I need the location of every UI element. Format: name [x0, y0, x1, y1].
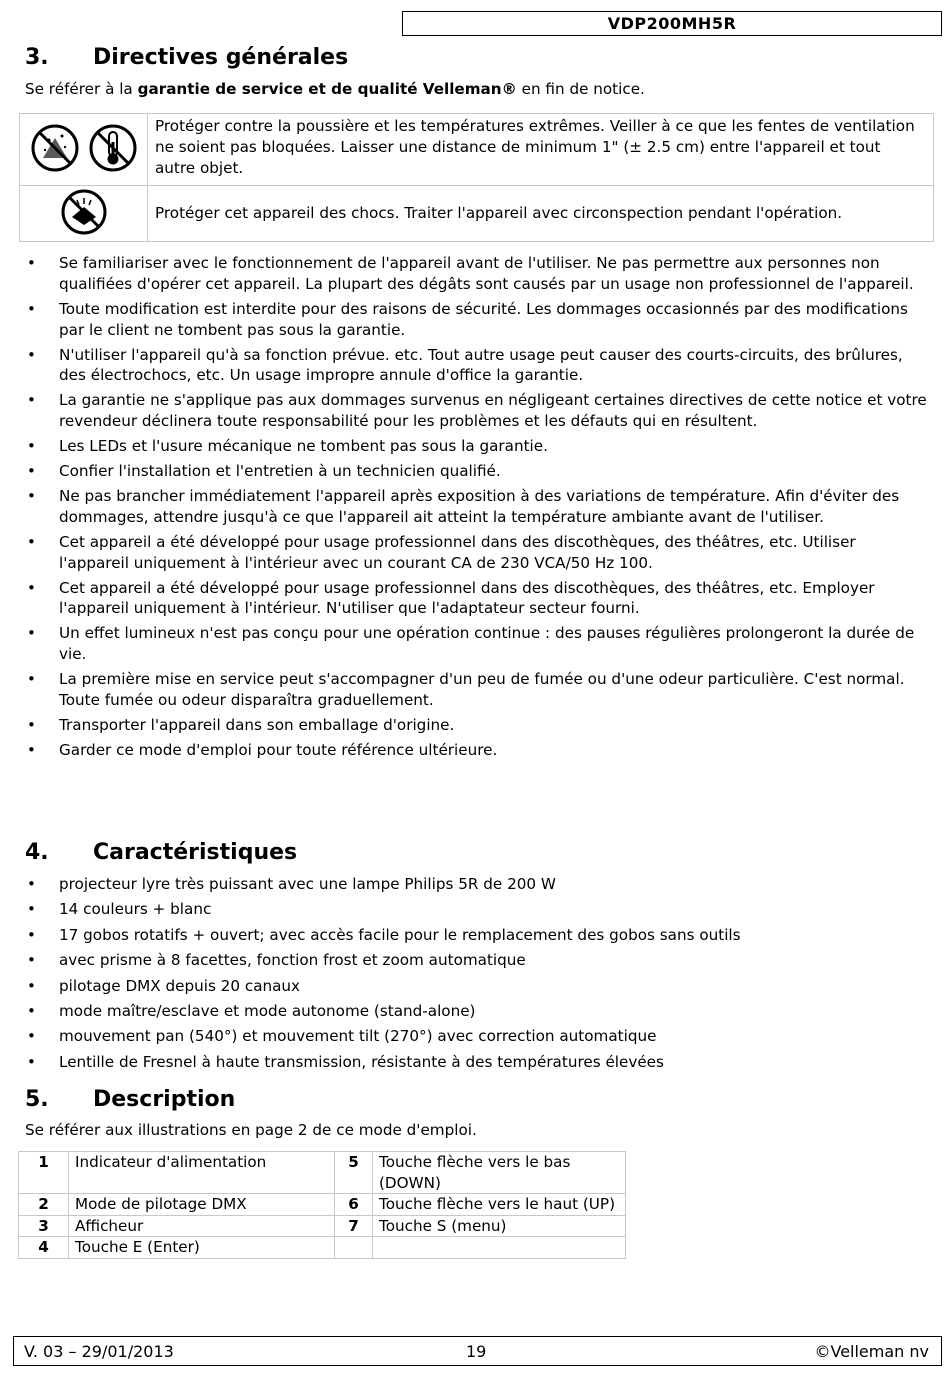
warning-row — [20, 114, 934, 186]
footer-version: V. 03 – 29/01/2013 — [24, 1342, 174, 1361]
item-number: 3 — [19, 1215, 69, 1237]
item-number: 1 — [19, 1152, 69, 1194]
list-item: • Garder ce mode d'emploi pour toute référence ultérieure. — [25, 740, 930, 761]
warning-text: Protéger contre la poussière et les températures extrêmes. Veiller à ce que les fentes de ventilation ne soient pas bloquées. Laisser une distance de minimum 1" (± 2.5 cm) entre l'appareil et tout autre objet. — [148, 114, 934, 186]
item-number: 6 — [335, 1194, 373, 1216]
list-item: • N'utiliser l'appareil qu'à sa fonction prévue. etc. Tout autre usage peut causer des courts-circuits, des brûlures, des électrochocs, etc. Un usage impropre annule d'office la garantie. — [25, 345, 930, 387]
item-label: Touche E (Enter) — [69, 1237, 335, 1259]
warning-text: Protéger cet appareil des chocs. Traiter l'appareil avec circonspection pendant l'opération. — [148, 186, 934, 242]
item-label: Touche flèche vers le bas (DOWN) — [373, 1152, 626, 1194]
section-3-intro — [25, 79, 645, 100]
section-3-heading — [25, 45, 348, 70]
warning-row — [20, 186, 934, 242]
section-number: 3. — [25, 45, 49, 70]
section-number: 5. — [25, 1087, 49, 1112]
list-item: • Les LEDs et l'usure mécanique ne tombent pas sous la garantie. — [25, 436, 930, 457]
list-item: • 17 gobos rotatifs + ouvert; avec accès facile pour le remplacement des gobos sans outils — [25, 925, 930, 946]
table-row — [19, 1237, 626, 1259]
section-4-heading — [25, 840, 297, 865]
description-table — [18, 1151, 626, 1259]
list-item: • Toute modification est interdite pour des raisons de sécurité. Les dommages occasionnés par des modifications par le client ne tombent pas sous la garantie. — [25, 299, 930, 341]
list-item: • La garantie ne s'applique pas aux dommages survenus en négligeant certaines directives de cette notice et votre revendeur déclinera toute responsabilité pour les problèmes et les défauts qui en résultent. — [25, 390, 930, 432]
section-5-intro: Se référer aux illustrations en page 2 de ce mode d'emploi. — [25, 1121, 477, 1139]
section-title: Description — [93, 1087, 236, 1112]
list-item: • Lentille de Fresnel à haute transmission, résistante à des températures élevées — [25, 1052, 930, 1073]
page-number: 19 — [466, 1342, 487, 1361]
item-number: 5 — [335, 1152, 373, 1194]
item-label: Mode de pilotage DMX — [69, 1194, 335, 1216]
item-number: 4 — [19, 1237, 69, 1259]
document-model-header: VDP200MH5R — [402, 11, 942, 36]
list-item: • pilotage DMX depuis 20 canaux — [25, 976, 930, 997]
list-item: • Confier l'installation et l'entretien à un technicien qualifié. — [25, 461, 930, 482]
item-label — [373, 1237, 626, 1259]
item-number: 2 — [19, 1194, 69, 1216]
list-item: • 14 couleurs + blanc — [25, 899, 930, 920]
list-item: • Cet appareil a été développé pour usage professionnel dans des discothèques, des théâtres, etc. Employer l'appareil uniquement à l'intérieur. N'utiliser que l'adaptateur secteur fourni. — [25, 578, 930, 620]
item-number: 7 — [335, 1215, 373, 1237]
item-label: Afficheur — [69, 1215, 335, 1237]
list-item: • mouvement pan (540°) et mouvement tilt (270°) avec correction automatique — [25, 1026, 930, 1047]
section-title: Caractéristiques — [93, 840, 298, 865]
warning-icons-cell — [20, 186, 148, 242]
no-dust-icon — [29, 120, 139, 176]
list-item: • Un effet lumineux n'est pas conçu pour une opération continue : des pauses régulières prolongeront la durée de vie. — [25, 623, 930, 665]
warranty-reference: garantie de service et de qualité Velleman® — [137, 80, 517, 98]
item-label: Indicateur d'alimentation — [69, 1152, 335, 1194]
intro-text: Se référer à la — [25, 80, 138, 98]
table-row — [19, 1152, 626, 1194]
section-5-heading — [25, 1087, 235, 1112]
item-number — [335, 1237, 373, 1259]
list-item: • Transporter l'appareil dans son emballage d'origine. — [25, 715, 930, 736]
section-title: Directives générales — [93, 45, 349, 70]
temperature-icon — [91, 126, 135, 170]
list-item: • Cet appareil a été développé pour usage professionnel dans des discothèques, des théâtres, etc. Utiliser l'appareil uniquement à l'intérieur avec un courant CA de 230 VCA/50 Hz 100. — [25, 532, 930, 574]
list-item: • avec prisme à 8 facettes, fonction frost et zoom automatique — [25, 950, 930, 971]
table-row — [19, 1215, 626, 1237]
item-label: Touche flèche vers le haut (UP) — [373, 1194, 626, 1216]
footer-copyright: ©Velleman nv — [814, 1342, 929, 1361]
no-shock-icon — [59, 187, 109, 237]
safety-warnings-table — [19, 113, 934, 242]
list-item: • mode maître/esclave et mode autonome (stand-alone) — [25, 1001, 930, 1022]
item-label: Touche S (menu) — [373, 1215, 626, 1237]
list-item: • projecteur lyre très puissant avec une lampe Philips 5R de 200 W — [25, 874, 930, 895]
warning-icons-cell — [20, 114, 148, 186]
features-list — [25, 874, 930, 1077]
general-guidelines-list — [25, 253, 930, 765]
list-item: • La première mise en service peut s'accompagner d'un peu de fumée ou d'une odeur particulière. C'est normal. Toute fumée ou odeur disparaîtra graduellement. — [25, 669, 930, 711]
list-item: • Ne pas brancher immédiatement l'appareil après exposition à des variations de température. Afin d'éviter des dommages, attendre jusqu'à ce que l'appareil ait atteint la température ambiante avant de l'utiliser. — [25, 486, 930, 528]
section-number: 4. — [25, 840, 49, 865]
page-footer — [13, 1336, 942, 1366]
table-row — [19, 1194, 626, 1216]
intro-text-end: en fin de notice. — [516, 80, 645, 98]
list-item: • Se familiariser avec le fonctionnement de l'appareil avant de l'utiliser. Ne pas permettre aux personnes non qualifiées d'opérer cet appareil. La plupart des dégâts sont causés par un usage non professionnel de l'appareil. — [25, 253, 930, 295]
